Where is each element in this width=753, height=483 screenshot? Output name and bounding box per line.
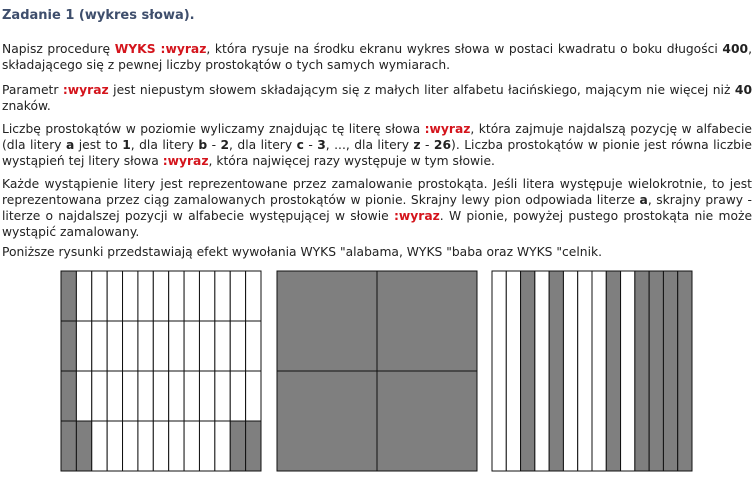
filled-cell (521, 271, 535, 471)
empty-cell (184, 421, 199, 471)
empty-cell (169, 271, 184, 321)
empty-cell (92, 371, 107, 421)
empty-cell (230, 271, 245, 321)
empty-cell (215, 271, 230, 321)
empty-cell (199, 271, 214, 321)
task-heading: Zadanie 1 (wykres słowa). (2, 8, 195, 23)
empty-cell (123, 321, 138, 371)
empty-cell (153, 321, 168, 371)
empty-cell (492, 271, 506, 471)
filled-cell (76, 421, 91, 471)
empty-cell (184, 271, 199, 321)
empty-cell (230, 321, 245, 371)
empty-cell (199, 421, 214, 471)
paragraph-rectangle-count: Liczbę prostokątów w poziomie wyliczamy znajdując tę literę słowa :wyraz, która zajmuje najdalszą pozycję w alfabecie (dla litery a jest to 1, dla litery b - 2, dla litery c - 3, ..., dla litery z - 26). Liczba prostokątów w pionie jest równa liczbie wystąpień tej litery słowa :wyraz, która najwięcej razy występuje w tym słowie. (2, 122, 752, 168)
empty-cell (92, 321, 107, 371)
empty-cell (123, 421, 138, 471)
filled-cell (277, 371, 377, 471)
empty-cell (169, 421, 184, 471)
empty-cell (138, 321, 153, 371)
paragraph-representation: Każde wystąpienie litery jest reprezentowane przez zamalowanie prostokąta. Jeśli litera występuje wielokrotnie, to jest reprezentowana przez ciąg zamalowanych prostokątów w pionie. Skrajny lewy pion odpowiada literze a, skrajny prawy - literze o najdalszej pozycji w alfabecie występującej w słowie :wyraz. W pionie, powyżej pustego prostokąta nie może wystąpić zamalowany. (2, 177, 753, 239)
filled-cell (61, 271, 76, 321)
filled-cell (606, 271, 620, 471)
filled-cell (61, 421, 76, 471)
empty-cell (169, 321, 184, 371)
word-chart-celnik (491, 270, 693, 472)
filled-cell (230, 421, 245, 471)
filled-cell (61, 371, 76, 421)
empty-cell (153, 371, 168, 421)
empty-cell (199, 321, 214, 371)
filled-cell (246, 421, 261, 471)
filled-cell (678, 271, 692, 471)
empty-cell (123, 271, 138, 321)
paragraph-parameter: Parametr :wyraz jest niepustym słowem składającym się z małych liter alfabetu łacińskiego, mającym nie więcej niż 40 znaków. (2, 83, 753, 113)
empty-cell (138, 371, 153, 421)
empty-cell (92, 421, 107, 471)
empty-cell (169, 371, 184, 421)
filled-cell (61, 321, 76, 371)
filled-cell (377, 271, 477, 371)
keyword: :wyraz (393, 209, 440, 223)
empty-cell (215, 421, 230, 471)
empty-cell (76, 271, 91, 321)
filled-cell (277, 271, 377, 371)
filled-cell (649, 271, 663, 471)
word-chart-alabama (60, 270, 262, 472)
empty-cell (246, 371, 261, 421)
keyword: :wyraz (424, 122, 471, 136)
empty-cell (246, 271, 261, 321)
keyword: WYKS :wyraz (114, 42, 207, 56)
empty-cell (535, 271, 549, 471)
empty-cell (107, 271, 122, 321)
empty-cell (199, 371, 214, 421)
empty-cell (92, 271, 107, 321)
empty-cell (138, 271, 153, 321)
keyword: :wyraz (62, 83, 109, 97)
filled-cell (549, 271, 563, 471)
empty-cell (578, 271, 592, 471)
paragraph-procedure: Napisz procedurę WYKS :wyraz, która rysuje na środku ekranu wykres słowa w postaci kwadratu o boku długości 400, składającego się z pewnej liczby prostokątów o tych samych wymiarach. (2, 42, 752, 72)
empty-cell (215, 371, 230, 421)
empty-cell (153, 421, 168, 471)
paragraph-examples: Poniższe rysunki przedstawiają efekt wywołania WYKS "alabama, WYKS "baba oraz WYKS "celnik. (2, 245, 603, 259)
empty-cell (621, 271, 635, 471)
empty-cell (138, 421, 153, 471)
empty-cell (184, 321, 199, 371)
word-chart-baba (276, 270, 478, 472)
empty-cell (230, 371, 245, 421)
empty-cell (506, 271, 520, 471)
empty-cell (184, 371, 199, 421)
empty-cell (563, 271, 577, 471)
filled-cell (663, 271, 677, 471)
empty-cell (107, 421, 122, 471)
empty-cell (107, 321, 122, 371)
empty-cell (153, 271, 168, 321)
empty-cell (107, 371, 122, 421)
keyword: :wyraz (162, 154, 209, 168)
empty-cell (246, 321, 261, 371)
empty-cell (592, 271, 606, 471)
empty-cell (123, 371, 138, 421)
empty-cell (215, 321, 230, 371)
filled-cell (377, 371, 477, 471)
empty-cell (76, 321, 91, 371)
empty-cell (76, 371, 91, 421)
filled-cell (635, 271, 649, 471)
